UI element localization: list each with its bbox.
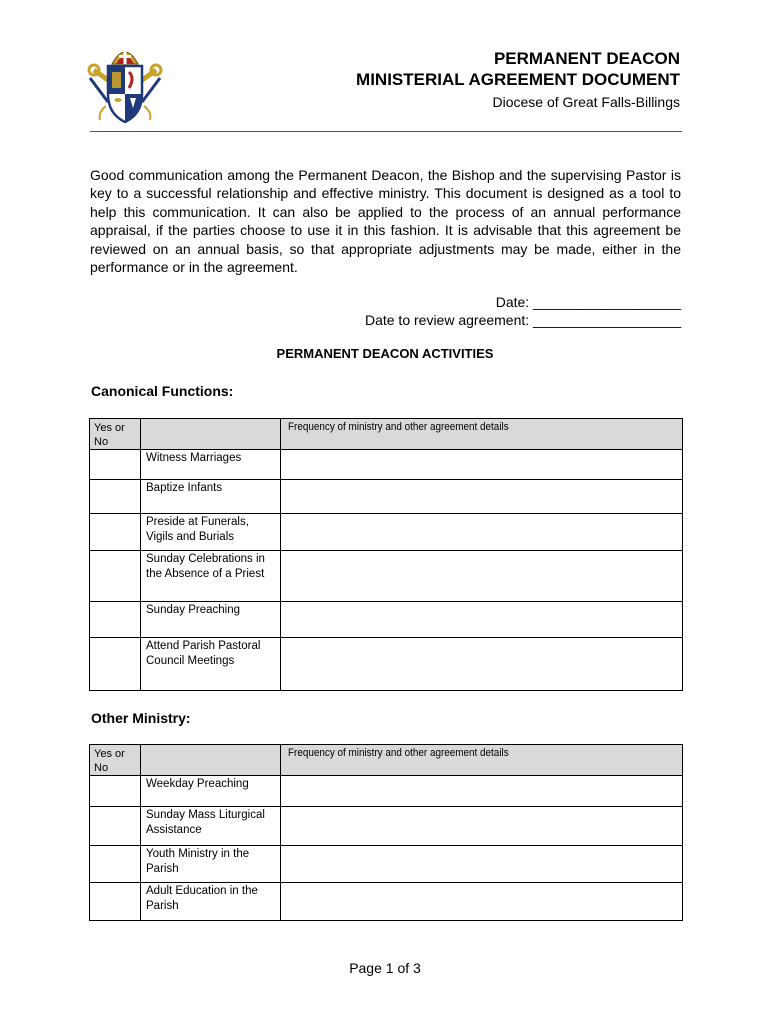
activity-label: Adult Education in the Parish — [141, 883, 281, 921]
page-number: Page 1 of 3 — [349, 960, 421, 976]
table-row — [90, 846, 683, 883]
activity-label: Sunday Celebrations in the Absence of a Priest — [141, 551, 281, 602]
yes-no-cell[interactable] — [90, 551, 141, 602]
frequency-cell[interactable] — [281, 514, 683, 551]
table-row — [90, 807, 683, 846]
activity-column-header — [141, 419, 281, 450]
other-ministry-table — [89, 744, 683, 921]
yes-no-cell[interactable] — [90, 638, 141, 691]
table-row — [90, 480, 683, 514]
header-divider — [90, 131, 682, 132]
yes-no-cell[interactable] — [90, 602, 141, 638]
activity-label: Sunday Mass Liturgical Assistance — [141, 807, 281, 846]
activity-label: Attend Parish Pastoral Council Meetings — [141, 638, 281, 691]
activity-column-header — [141, 745, 281, 776]
frequency-cell[interactable] — [281, 776, 683, 807]
frequency-cell[interactable] — [281, 450, 683, 480]
frequency-cell[interactable] — [281, 480, 683, 514]
frequency-cell[interactable] — [281, 807, 683, 846]
review-date-field[interactable]: Date to review agreement: ___________________ — [364, 312, 681, 328]
yes-no-cell[interactable] — [90, 514, 141, 551]
document-title-line-1: PERMANENT DEACON — [493, 49, 680, 68]
activity-label: Baptize Infants — [141, 480, 281, 514]
date-field[interactable]: Date: ___________________ — [495, 294, 681, 310]
diocese-subtitle: Diocese of Great Falls-Billings — [492, 94, 680, 110]
yes-no-cell[interactable] — [90, 480, 141, 514]
canonical-functions-table — [89, 418, 683, 691]
activity-label: Weekday Preaching — [141, 776, 281, 807]
intro-paragraph: Good communication among the Permanent Deacon, the Bishop and the supervising Pastor is key to a successful relationship and effective ministry. This document is designed as a tool to help this communication. It can also be applied to the process of an annual performance appraisal, if the parties choose to use it in this fashion. It is advisable that this agreement be reviewed on an annual basis, so that appropriate adjustments may be made, either in the performance or in the agreement. — [90, 167, 681, 276]
table-row — [90, 638, 683, 691]
other-ministry-heading: Other Ministry: — [91, 710, 191, 726]
table-row — [90, 514, 683, 551]
table-header-row — [90, 745, 683, 776]
table-row — [90, 551, 683, 602]
diocese-coat-of-arms-logo — [86, 42, 164, 126]
frequency-cell[interactable] — [281, 883, 683, 921]
activity-label: Witness Marriages — [141, 450, 281, 480]
yes-no-column-header: Yes or No — [90, 419, 141, 450]
document-header — [356, 48, 680, 113]
table-header-row — [90, 419, 683, 450]
frequency-cell[interactable] — [281, 602, 683, 638]
yes-no-cell[interactable] — [90, 450, 141, 480]
date-fields — [365, 293, 681, 329]
frequency-column-header: Frequency of ministry and other agreement details — [281, 745, 683, 776]
frequency-cell[interactable] — [281, 638, 683, 691]
activity-label: Preside at Funerals, Vigils and Burials — [141, 514, 281, 551]
yes-no-cell[interactable] — [90, 846, 141, 883]
canonical-functions-heading: Canonical Functions: — [91, 383, 234, 399]
table-row — [90, 450, 683, 480]
frequency-cell[interactable] — [281, 846, 683, 883]
activity-label: Youth Ministry in the Parish — [141, 846, 281, 883]
frequency-cell[interactable] — [281, 551, 683, 602]
activity-label: Sunday Preaching — [141, 602, 281, 638]
yes-no-column-header: Yes or No — [90, 745, 141, 776]
yes-no-cell[interactable] — [90, 883, 141, 921]
table-row — [90, 883, 683, 921]
activities-title: PERMANENT DEACON ACTIVITIES — [276, 346, 494, 361]
table-row — [90, 602, 683, 638]
yes-no-cell[interactable] — [90, 807, 141, 846]
table-row — [90, 776, 683, 807]
frequency-column-header: Frequency of ministry and other agreement details — [281, 419, 683, 450]
document-title-line-2: MINISTERIAL AGREEMENT DOCUMENT — [356, 70, 680, 89]
yes-no-cell[interactable] — [90, 776, 141, 807]
